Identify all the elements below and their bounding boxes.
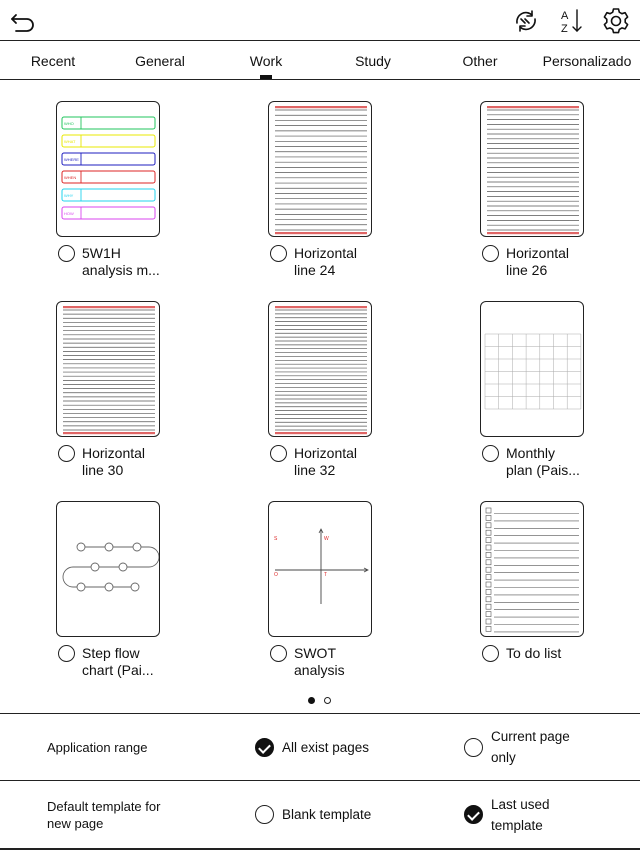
todo-checkbox xyxy=(486,538,491,543)
template-thumbnail xyxy=(268,501,372,637)
todo-checkbox xyxy=(486,575,491,580)
default-template-title: Default template for new page xyxy=(47,799,161,831)
template-radio[interactable] xyxy=(58,445,75,462)
template-radio[interactable] xyxy=(270,445,287,462)
option-label: All exist pages xyxy=(282,740,370,755)
option-label-line1: Current page xyxy=(491,729,570,744)
w-row-box xyxy=(62,135,155,147)
tab-personalizado[interactable]: Personalizado xyxy=(542,53,632,69)
todo-checkbox xyxy=(486,545,491,550)
application-range-title: Application range xyxy=(47,740,148,755)
application-range-row xyxy=(0,713,640,781)
template-thumbnail xyxy=(56,301,160,437)
todo-checkbox xyxy=(486,560,491,565)
sort-z-letter: Z xyxy=(561,23,568,35)
template-card-swot[interactable] xyxy=(268,501,468,701)
template-card-horizontal-24[interactable] xyxy=(268,101,468,301)
w-row-label: WHY xyxy=(64,193,74,198)
todo-checkbox xyxy=(486,589,491,594)
header-bar xyxy=(275,106,367,108)
option-label-line1: Last used xyxy=(491,797,550,812)
checked-radio-icon[interactable] xyxy=(255,738,274,757)
template-label: Step flow chart (Pai... xyxy=(82,645,154,678)
todo-checkbox xyxy=(486,523,491,528)
footer-bar xyxy=(275,232,367,234)
footer-bar xyxy=(63,432,155,434)
template-radio[interactable] xyxy=(270,245,287,262)
w-row-label: HOW xyxy=(64,211,74,216)
template-radio[interactable] xyxy=(482,645,499,662)
template-label: Horizontal line 24 xyxy=(294,245,358,278)
todo-thumbnail xyxy=(481,502,584,637)
template-radio[interactable] xyxy=(58,645,75,662)
checked-radio-icon[interactable] xyxy=(464,805,483,824)
tab-work[interactable]: Work xyxy=(226,42,306,80)
template-label: 5W1H analysis m... xyxy=(82,245,160,278)
template-label: Horizontal line 26 xyxy=(506,245,570,278)
todo-checkbox xyxy=(486,530,491,535)
bottom-divider xyxy=(0,848,640,850)
swot-t-label: T xyxy=(324,572,328,578)
tab-study[interactable]: Study xyxy=(355,53,391,69)
footer-bar xyxy=(487,232,579,234)
template-label: Horizontal line 30 xyxy=(82,445,146,478)
todo-checkbox xyxy=(486,582,491,587)
template-thumbnail xyxy=(56,101,160,237)
todo-checkbox xyxy=(486,612,491,617)
swot-w-label: W xyxy=(324,536,329,542)
template-label: To do list xyxy=(506,645,562,661)
horizontal-line-thumbnail xyxy=(269,302,372,437)
horizontal-line-thumbnail xyxy=(57,302,160,437)
category-tabs xyxy=(0,42,640,80)
todo-checkbox xyxy=(486,552,491,557)
step-flow-thumbnail xyxy=(57,502,160,637)
todo-checkbox xyxy=(486,515,491,520)
page-dot-active[interactable] xyxy=(308,697,315,704)
template-label: Horizontal line 32 xyxy=(294,445,358,478)
back-arrow-icon[interactable] xyxy=(8,6,38,36)
todo-checkbox xyxy=(486,604,491,609)
w-row-label: WHEN xyxy=(64,175,77,180)
sort-a-letter: A xyxy=(561,10,569,22)
top-toolbar xyxy=(0,0,640,41)
tab-other[interactable]: Other xyxy=(462,53,498,69)
sort-az-icon[interactable] xyxy=(556,6,586,36)
template-card-horizontal-30[interactable] xyxy=(56,301,256,501)
w-row-label: WHAT xyxy=(64,139,76,144)
todo-checkbox xyxy=(486,567,491,572)
w-row-label: WHERE xyxy=(64,157,79,162)
tab-recent[interactable]: Recent xyxy=(30,53,76,69)
radio-icon[interactable] xyxy=(464,738,483,757)
template-radio[interactable] xyxy=(270,645,287,662)
template-label: Monthly plan (Pais... xyxy=(506,445,580,478)
radio-icon[interactable] xyxy=(255,805,274,824)
gear-icon[interactable] xyxy=(601,6,631,36)
todo-checkbox xyxy=(486,508,491,513)
template-thumbnail xyxy=(268,301,372,437)
template-thumbnail xyxy=(268,101,372,237)
horizontal-line-thumbnail xyxy=(269,102,372,237)
template-thumbnail xyxy=(480,101,584,237)
active-tab-indicator xyxy=(260,75,272,79)
w-row-box xyxy=(62,117,155,129)
option-label-line2: only xyxy=(491,750,516,765)
header-bar xyxy=(487,106,579,108)
template-label: SWOT analysis xyxy=(294,645,345,678)
sync-icon[interactable] xyxy=(511,6,541,36)
template-thumbnail xyxy=(480,501,584,637)
5w1h-thumbnail xyxy=(57,102,160,237)
swot-thumbnail xyxy=(269,502,372,637)
default-template-row xyxy=(0,780,640,848)
monthly-plan-thumbnail xyxy=(481,302,584,437)
page-dot[interactable] xyxy=(324,697,331,704)
template-card-5w1h[interactable] xyxy=(56,101,256,301)
template-card-monthly-plan[interactable] xyxy=(480,301,640,501)
swot-s-label: S xyxy=(274,536,278,542)
template-card-step-flow[interactable] xyxy=(56,501,256,701)
template-radio[interactable] xyxy=(58,245,75,262)
w-row-box xyxy=(62,207,155,219)
option-label-line2: template xyxy=(491,818,543,833)
template-card-horizontal-32[interactable] xyxy=(268,301,468,501)
swot-o-label: O xyxy=(274,572,278,578)
template-radio[interactable] xyxy=(482,245,499,262)
header-bar xyxy=(63,306,155,308)
w-row-box xyxy=(62,189,155,201)
template-thumbnail xyxy=(480,301,584,437)
footer-bar xyxy=(275,432,367,434)
tab-general[interactable]: General xyxy=(135,53,185,69)
template-card-todo[interactable] xyxy=(480,501,640,701)
template-grid xyxy=(0,80,640,680)
w-row-label: WHO xyxy=(64,121,74,126)
todo-checkbox xyxy=(486,619,491,624)
option-label: Blank template xyxy=(282,807,372,822)
todo-checkbox xyxy=(486,626,491,631)
horizontal-line-thumbnail xyxy=(481,102,584,237)
template-thumbnail xyxy=(56,501,160,637)
template-radio[interactable] xyxy=(482,445,499,462)
page-indicator xyxy=(0,697,640,707)
template-card-horizontal-26[interactable] xyxy=(480,101,640,301)
header-bar xyxy=(275,306,367,308)
todo-checkbox xyxy=(486,597,491,602)
